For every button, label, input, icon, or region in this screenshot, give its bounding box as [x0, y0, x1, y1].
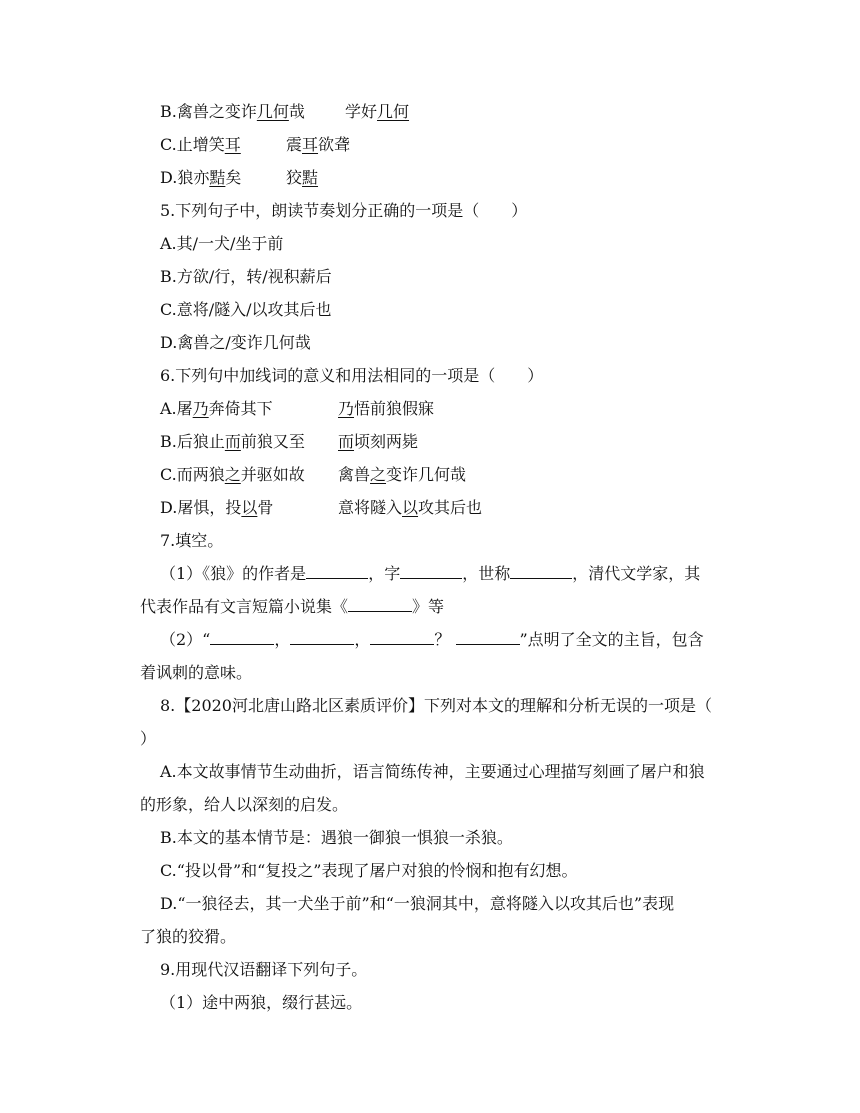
q8-option-c: C.“投以骨”和“复投之”表现了屠户对狼的怜悯和抱有幻想。 [160, 861, 578, 880]
q7-part2-line1: （2）“ ， ， ？ ”点明了全文的主旨，包含 [160, 630, 704, 649]
q8-option-a: A.本文故事情节生动曲折，语言简练传神，主要通过心理描写刻画了屠户和狼 [160, 762, 705, 781]
underlined-word: 几何 [256, 102, 289, 121]
fill-blank[interactable] [210, 630, 274, 645]
q4-option-d-second: 狡黠 [286, 168, 319, 187]
q6-option-b: B.后狼止而前狼又至 而顷刻两毙 [160, 432, 419, 451]
q6-option-c-second: 禽兽之变诈几何哉 [338, 465, 467, 484]
fill-blank[interactable] [400, 564, 462, 579]
q9-stem: 9.用现代汉语翻译下列句子。 [160, 960, 368, 979]
fill-blank[interactable] [456, 630, 520, 645]
q4-option-c: C.止增笑耳 震耳欲聋 [160, 135, 351, 154]
q8-option-b: B.本文的基本情节是：遇狼一御狼一惧狼一杀狼。 [160, 828, 513, 847]
q7-part2-line2: 着讽刺的意味。 [140, 663, 253, 682]
q4-option-c-second: 震耳欲聋 [286, 135, 351, 154]
q4-option-d: D.狼亦黠矣 狡黠 [160, 168, 319, 187]
q5-option-b: B.方欲/行，转/视积薪后 [160, 267, 332, 286]
q6-option-a: A.屠乃奔倚其下 乃悟前狼假寐 [160, 399, 435, 418]
fill-blank[interactable] [370, 630, 434, 645]
q5-option-c: C.意将/隧入/以攻其后也 [160, 300, 332, 319]
q6-option-a-second: 乃悟前狼假寐 [338, 399, 435, 418]
q6-option-b-second: 而顷刻两毙 [338, 432, 419, 451]
q8-option-d: D.“一狼径去，其一犬坐于前”和“一狼洞其中，意将隧入以攻其后也”表现 [160, 894, 675, 913]
fill-blank[interactable] [306, 564, 368, 579]
q5-stem: 5.下列句子中，朗读节奏划分正确的一项是（ ） [160, 201, 528, 220]
q7-part1-line1: （1）《狼》的作者是 ，字 ，世称 ，清代文学家，其 [160, 564, 701, 583]
q8-option-d-cont: 了狼的狡猾。 [140, 927, 237, 946]
q4-option-b-second: 学好几何 [345, 102, 410, 121]
q4-option-b [160, 102, 410, 122]
fill-blank[interactable] [290, 630, 354, 645]
q6-option-c: C.而两狼之并驱如故 禽兽之变诈几何哉 [160, 465, 467, 484]
q5-option-a: A.其/一犬/坐于前 [160, 234, 284, 253]
q7-part1-line2: 代表作品有文言短篇小说集《 》等 [140, 597, 445, 616]
q7-stem: 7.填空。 [160, 531, 224, 550]
q6-option-d-second: 意将隧入以攻其后也 [338, 498, 483, 517]
q8-option-a-cont: 的形象，给人以深刻的启发。 [140, 795, 349, 814]
fill-blank[interactable] [348, 597, 412, 612]
q8-stem: 8.【2020河北唐山路北区素质评价】下列对本文的理解和分析无误的一项是（ [160, 696, 712, 715]
fill-blank[interactable] [510, 564, 572, 579]
q6-option-d: D.屠惧，投以骨 意将隧入以攻其后也 [160, 498, 483, 517]
q6-stem: 6.下列句中加线词的意义和用法相同的一项是（ ） [160, 366, 544, 385]
text: B.禽兽之变诈 [160, 102, 257, 121]
text: 哉 [288, 102, 305, 121]
q5-option-d: D.禽兽之/变诈几何哉 [160, 333, 311, 352]
q8-stem-cont: ） [140, 729, 157, 748]
q9-part1: （1）途中两狼，缀行甚远。 [160, 993, 363, 1012]
